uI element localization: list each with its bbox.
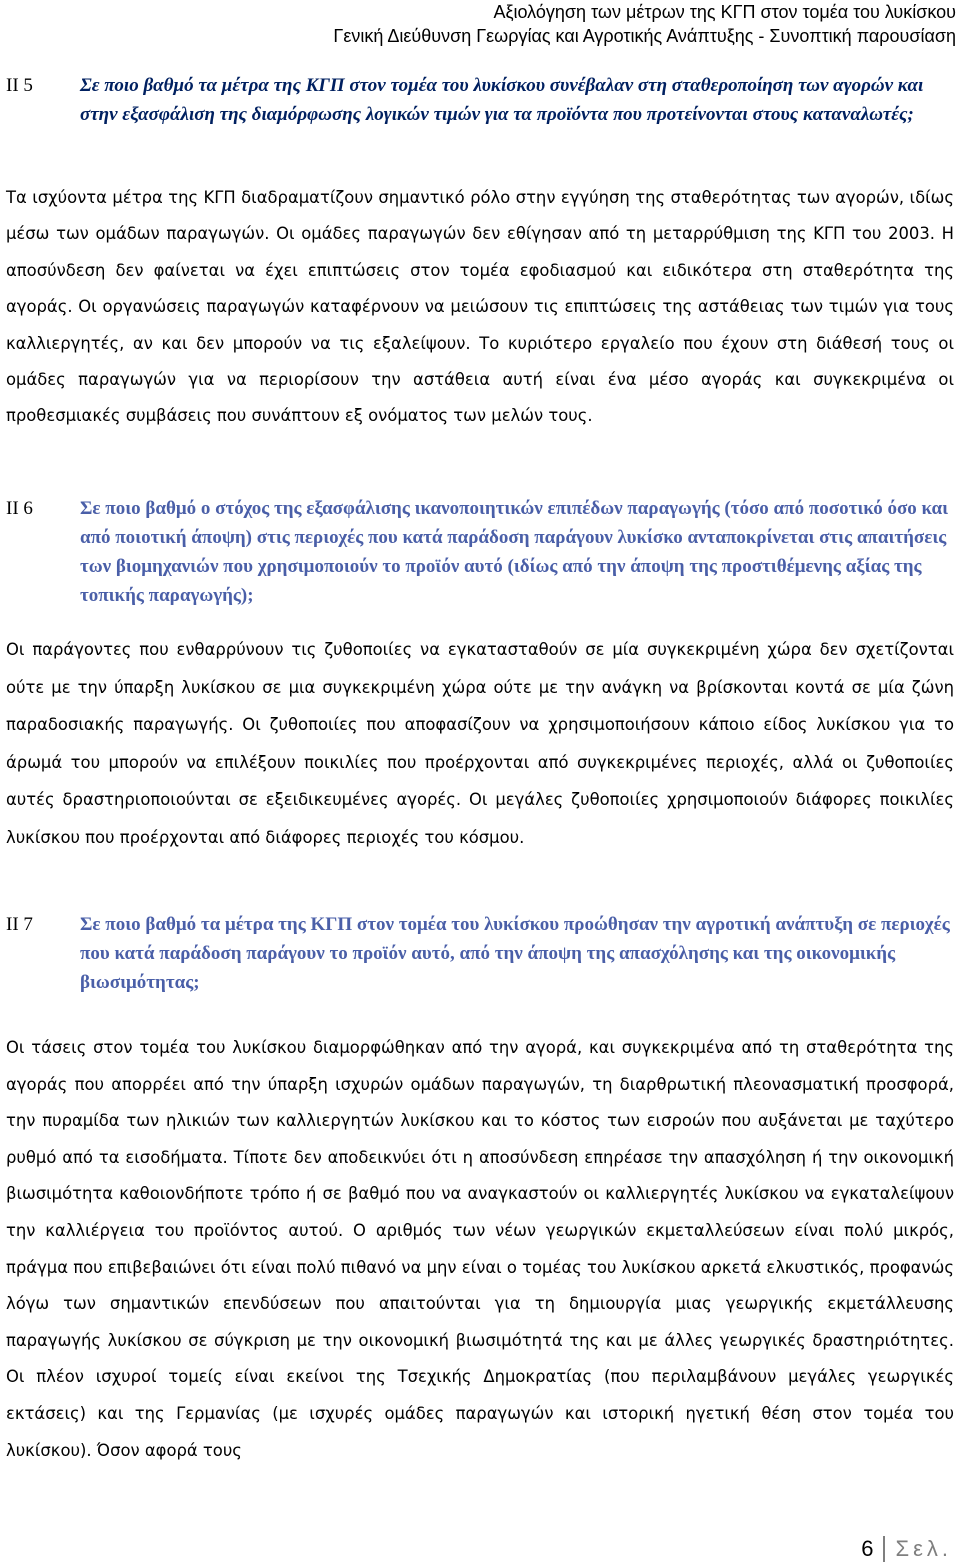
answer-paragraph: Οι τάσεις στον τομέα του λυκίσκου διαμορφώθηκαν από την αγορά, και συγκεκριμένα από τη σταθερότητα της αγοράς που απορρέει από την ύπαρξη ισχυρών ομάδων παραγωγών, τη διαρθρωτική πλεονασματική προσφορά, την πυραμίδα των ηλικιών των καλλιεργητών λυκίσκου και το κόστος των εισροών που αυξάνεται με ταχύτερο ρυθμό από τα εισοδήματα. Τίποτε δεν αποδεικνύει ότι η αποσύνδεση επηρέασε την απασχόληση ή την οικονομική βιωσιμότητα καθοιονδήποτε τρόπο ή σε βαθμό που να αναγκαστούν οι καλλιεργητές λυκίσκου να εγκαταλείψουν την καλλιέργεια του προϊόντος αυτού. Ο αριθμός των νέων γεωργικών εκμεταλλεύσεων είναι πολύ μικρός, πράγμα που επιβεβαιώνει ότι είναι πολύ πιθανό να μην είναι ο τομέας του λυκίσκου αρκετά ελκυστικός, προφανώς λόγω των σημαντικών επενδύσεων που απαιτούνται για τη δημιουργία μιας γεωργικής εκμετάλλευσης παραγωγής λυκίσκου σε σύγκριση με την οικονομική βιωσιμότητά της και με άλλες γεωργικές δραστηριότητες. Οι πλέον ισχυροί τομείς είναι εκείνοι της Τσεχικής Δημοκρατίας (που περιλαμβάνουν μεγάλες γεωργικές εκτάσεις) και της Γερμανίας (με ισχυρές ομάδες παραγωγών και ιστορική ηγετική θέση στον τομέα του λυκίσκου). Όσον αφορά τους <box>6 1038 954 1460</box>
question-text: Σε ποιο βαθμό ο στόχος της εξασφάλισης ικανοποιητικών επιπέδων παραγωγής (τόσο από ποσοτικό όσο και από ποιοτική άποψη) στις περιοχές που κατά παράδοση παράγουν λυκίσκο ανταποκρίνεται στις απαιτήσεις των βιομηχανιών που χρησιμοποιούν το προϊόν αυτό (ιδίως από την άποψη της προστιθέμενης αξίας της τοπικής παραγωγής); <box>80 498 949 606</box>
header-subtitle: Γενική Διεύθυνση Γεωργίας και Αγροτικής Ανάπτυξης - Συνοπτική παρουσίαση <box>333 26 956 46</box>
answer-paragraph: Οι παράγοντες που ενθαρρύνουν τις ζυθοποιίες να εγκατασταθούν σε μία συγκεκριμένη χώρα δεν σχετίζονται ούτε με την ύπαρξη λυκίσκου σε μια συγκεκριμένη χώρα ούτε με την ανάγκη να βρίσκονται κοντά σε μία ζώνη παραδοσιακής παραγωγής. Οι ζυθοποιίες που αποφασίζουν να χρησιμοποιήσουν κάποιο είδος λυκίσκου για το άρωμά του μπορούν να επιλέξουν ποικιλίες που προέρχονται από συγκεκριμένες περιοχές, αλλά οι ζυθοποιίες αυτές δραστηριοποιούνται σε εξειδικευμένες αγορές. Οι μεγάλες ζυθοποιίες χρησιμοποιούν διάφορες ποικιλίες λυκίσκου που προέρχονται από διάφορες περιοχές του κόσμου. <box>6 640 954 847</box>
question-number: ΙΙ 6 <box>6 498 33 519</box>
question-block-ii7 <box>6 910 952 997</box>
question-text: Σε ποιο βαθμό τα μέτρα της ΚΓΠ στον τομέα του λυκίσκου προώθησαν την αγροτική ανάπτυξη σε περιοχές που κατά παράδοση παράγουν το προϊόν αυτό, από την άποψη της απασχόλησης και της οικονομικής βιωσιμότητας; <box>80 914 950 993</box>
question-number: ΙΙ 7 <box>6 914 33 935</box>
page-number: 6 <box>861 1536 874 1561</box>
question-block-ii6 <box>6 494 952 610</box>
answer-paragraph: Τα ισχύοντα μέτρα της ΚΓΠ διαδραματίζουν σημαντικό ρόλο στην εγγύηση της σταθερότητας των αγορών, ιδίως μέσω των ομάδων παραγωγών. Οι ομάδες παραγωγών δεν εθίγησαν από τη μεταρρύθμιση της ΚΓΠ του 2003. Η αποσύνδεση δεν φαίνεται να έχει επιπτώσεις στον τομέα εφοδιασμού και ειδικότερα στη σταθερότητα της αγοράς. Οι οργανώσεις παραγωγών καταφέρνουν να μειώσουν τις επιπτώσεις της αστάθειας των τιμών για τους καλλιεργητές, αν και δεν μπορούν να τις εξαλείψουν. Το κυριότερο εργαλείο που έχουν στη διάθεσή τους οι ομάδες παραγωγών για να περιορίσουν την αστάθεια αυτή είναι ένα μέσο αγοράς και συγκεκριμένα οι προθεσμιακές συμβάσεις που συνάπτουν εξ ονόματος των μελών τους. <box>6 188 954 426</box>
page-label: Σελ. <box>895 1536 952 1561</box>
page-footer <box>861 1534 952 1564</box>
question-block-ii5 <box>6 71 952 129</box>
footer-divider <box>883 1536 885 1562</box>
running-header <box>333 0 956 48</box>
question-number: ΙΙ 5 <box>6 75 33 96</box>
question-text: Σε ποιο βαθμό τα μέτρα της ΚΓΠ στον τομέα του λυκίσκου συνέβαλαν στη σταθεροποίηση των αγορών και στην εξασφάλιση της διαμόρφωσης λογικών τιμών για τα προϊόντα που προτείνονται στους καταναλωτές; <box>80 75 924 125</box>
header-title: Αξιολόγηση των μέτρων της ΚΓΠ στον τομέα του λυκίσκου <box>493 2 956 22</box>
